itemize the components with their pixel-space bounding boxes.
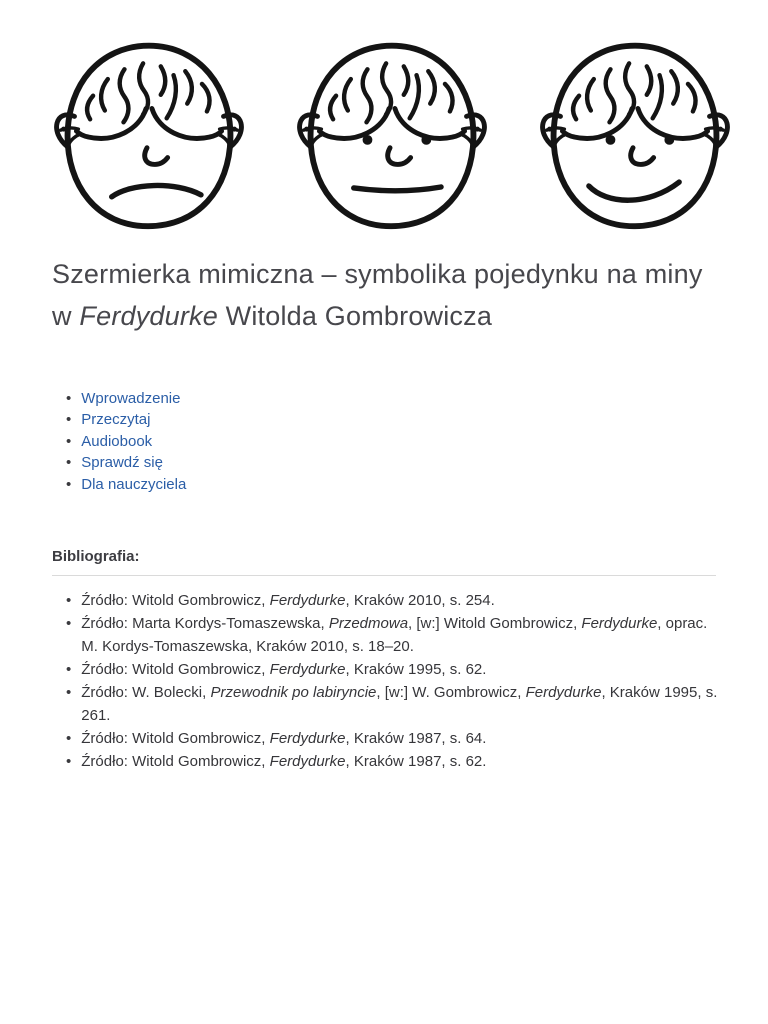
toc-list (0, 388, 768, 496)
bibliography-heading: Bibliografia: (52, 548, 140, 566)
bullet-icon: • (66, 661, 72, 679)
bibliography-list (0, 589, 768, 773)
bibliography-text: Źródło: Marta Kordys-Tomaszewska, Przedmowa, [w:] Witold Gombrowicz, Ferdydurke, oprac. M. Kordys-Tomaszewska, Kraków 2010, s. 18–20. (81, 615, 708, 656)
bibliography-item (66, 658, 724, 681)
bullet-icon: • (66, 454, 72, 472)
bibliography-text: Źródło: Witold Gombrowicz, Ferdydurke, Kraków 1987, s. 64. (81, 730, 487, 748)
bibliography-item (66, 750, 724, 773)
bullet-icon: • (66, 730, 72, 748)
bibliography-item (66, 727, 724, 750)
toc-link-audiobook[interactable]: Audiobook (81, 432, 153, 450)
divider (52, 575, 716, 576)
face-happy-icon (522, 32, 748, 238)
toc-link-sprawd-si-[interactable]: Sprawdź się (81, 454, 163, 472)
bibliography-item (66, 589, 724, 612)
bullet-icon: • (66, 684, 72, 702)
toc-item (66, 452, 768, 474)
toc-item (66, 409, 768, 431)
bibliography-item (66, 612, 724, 658)
toc-link-wprowadzenie[interactable]: Wprowadzenie (81, 389, 181, 407)
toc-item (66, 474, 768, 496)
bibliography-text: Źródło: W. Bolecki, Przewodnik po labiryncie, [w:] W. Gombrowicz, Ferdydurke, Kraków 1995, s. 261. (81, 684, 718, 725)
toc-item (66, 388, 768, 410)
bullet-icon: • (66, 432, 72, 450)
face-neutral-icon (279, 32, 505, 238)
bibliography-item (66, 681, 724, 727)
bullet-icon: • (66, 592, 72, 610)
bibliography-text: Źródło: Witold Gombrowicz, Ferdydurke, Kraków 2010, s. 254. (81, 592, 495, 610)
toc-item (66, 431, 768, 453)
bibliography-text: Źródło: Witold Gombrowicz, Ferdydurke, Kraków 1995, s. 62. (81, 661, 487, 679)
face-sad-icon (36, 32, 262, 238)
bullet-icon: • (66, 753, 72, 771)
bullet-icon: • (66, 615, 72, 633)
bibliography-text: Źródło: Witold Gombrowicz, Ferdydurke, Kraków 1987, s. 62. (81, 753, 487, 771)
toc-link-dla-nauczyciela[interactable]: Dla nauczyciela (81, 475, 187, 493)
page-title: Szermierka mimiczna – symbolika pojedynku na miny w Ferdydurke Witolda Gombrowicza (52, 259, 703, 331)
bullet-icon: • (66, 475, 72, 493)
faces-illustration (0, 0, 768, 238)
bullet-icon: • (66, 411, 72, 429)
toc-link-przeczytaj[interactable]: Przeczytaj (81, 411, 151, 429)
bullet-icon: • (66, 389, 72, 407)
